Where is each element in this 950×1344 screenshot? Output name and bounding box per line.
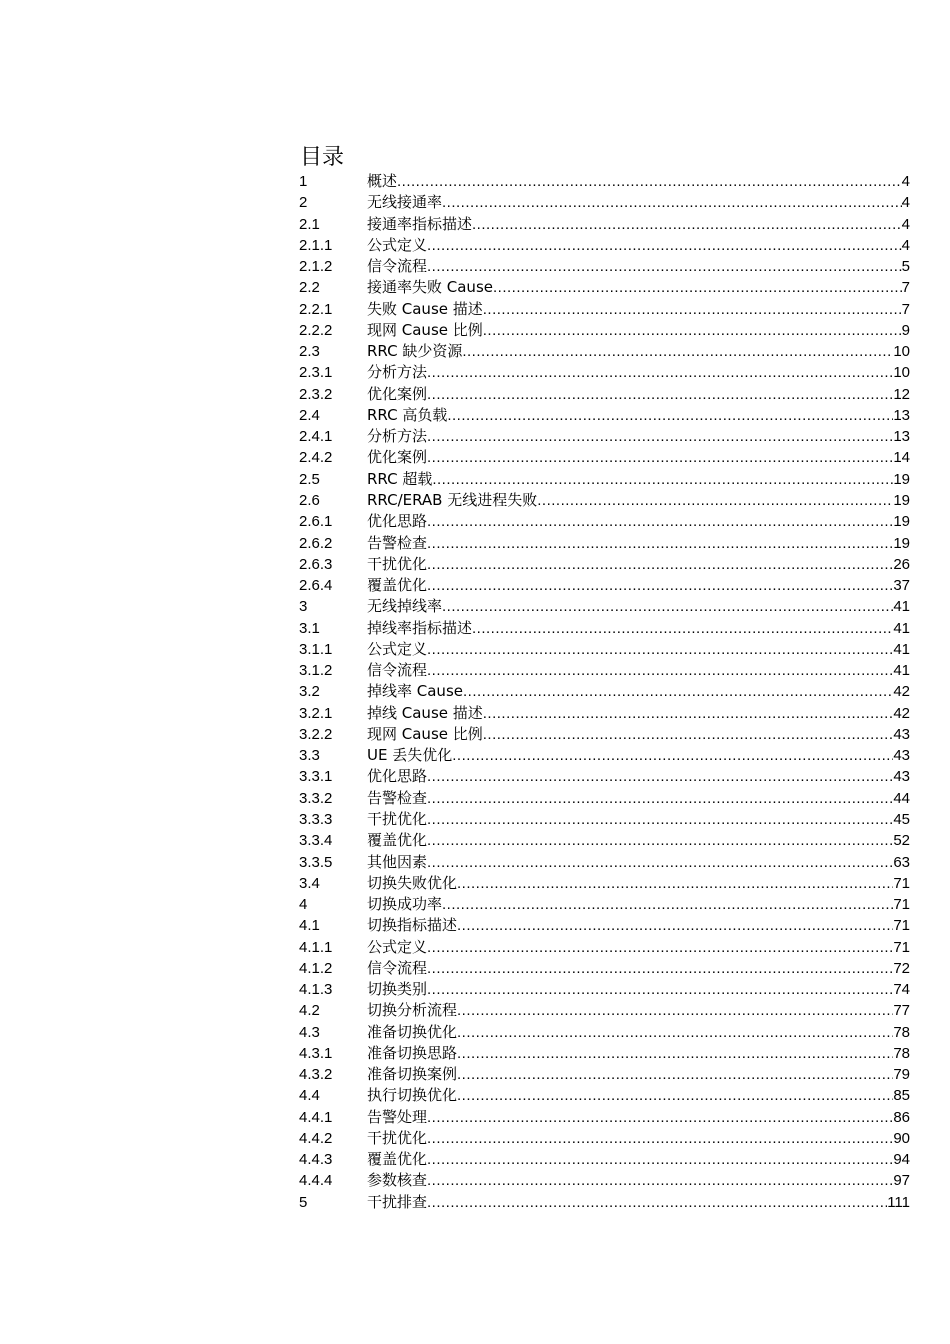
toc-entry-number: 3.3 bbox=[299, 747, 320, 765]
toc-entry-page-number: 86 bbox=[893, 1108, 910, 1126]
toc-entry-page-number: 78 bbox=[893, 1023, 910, 1041]
toc-entry[interactable] bbox=[299, 596, 910, 617]
toc-entry-number: 4.4.3 bbox=[299, 1151, 333, 1169]
toc-entry-label: 干扰优化 bbox=[367, 809, 428, 828]
toc-entry[interactable] bbox=[299, 937, 910, 958]
toc-dot-leader bbox=[427, 384, 893, 405]
toc-dot-leader bbox=[427, 788, 893, 809]
toc-entry-page-number: 44 bbox=[893, 789, 910, 807]
toc-dot-leader bbox=[483, 320, 902, 341]
toc-entry-label: 公式定义 bbox=[367, 639, 428, 658]
toc-entry-label: 公式定义 bbox=[367, 235, 428, 254]
toc-entry-number: 3.1.1 bbox=[299, 640, 333, 658]
toc-entry-page-number: 7 bbox=[901, 300, 910, 318]
toc-entry-number: 3.3.1 bbox=[299, 768, 333, 786]
toc-dot-leader bbox=[427, 256, 902, 277]
toc-entry-label: RRC 超载 bbox=[367, 469, 433, 488]
toc-entry-number: 4.1.3 bbox=[299, 981, 333, 999]
toc-entry-page-number: 10 bbox=[893, 364, 910, 382]
toc-entry-number: 3.1 bbox=[299, 619, 320, 637]
toc-dot-leader bbox=[483, 703, 894, 724]
toc-entry-page-number: 71 bbox=[893, 896, 910, 914]
toc-entry-page-number: 26 bbox=[893, 555, 910, 573]
toc-entry-page-number: 43 bbox=[893, 725, 910, 743]
toc-entry-page-number: 77 bbox=[893, 1002, 910, 1020]
toc-entry[interactable] bbox=[299, 1128, 910, 1149]
toc-entry-number: 2.5 bbox=[299, 470, 320, 488]
toc-entry[interactable] bbox=[299, 660, 910, 681]
toc-dot-leader bbox=[427, 426, 893, 447]
toc-entry-label: 覆盖优化 bbox=[367, 831, 428, 850]
toc-entry-label: 掉线 Cause 描述 bbox=[367, 703, 483, 722]
toc-entry-label: 切换指标描述 bbox=[367, 916, 458, 935]
toc-entry-page-number: 4 bbox=[901, 236, 910, 254]
toc-entry-label: 优化案例 bbox=[367, 448, 428, 467]
toc-dot-leader bbox=[457, 873, 893, 894]
toc-entry-number: 4.2 bbox=[299, 1002, 320, 1020]
toc-dot-leader bbox=[427, 639, 893, 660]
toc-dot-leader bbox=[442, 894, 893, 915]
toc-entry[interactable] bbox=[299, 447, 910, 468]
toc-entry[interactable] bbox=[299, 639, 910, 660]
toc-entry-page-number: 78 bbox=[893, 1044, 910, 1062]
toc-entry[interactable] bbox=[299, 979, 910, 1000]
toc-entry-page-number: 43 bbox=[893, 768, 910, 786]
toc-entry[interactable] bbox=[299, 192, 910, 213]
toc-dot-leader bbox=[457, 1043, 893, 1064]
toc-entry-number: 3.4 bbox=[299, 874, 320, 892]
toc-dot-leader bbox=[442, 192, 902, 213]
toc-entry-number: 2.6.4 bbox=[299, 577, 333, 595]
toc-entry-page-number: 13 bbox=[893, 406, 910, 424]
toc-entry[interactable] bbox=[299, 341, 910, 362]
toc-entry-label: 准备切换优化 bbox=[367, 1022, 458, 1041]
toc-dot-leader bbox=[483, 299, 902, 320]
toc-entry-page-number: 90 bbox=[893, 1129, 910, 1147]
toc-entry[interactable] bbox=[299, 766, 910, 787]
toc-entry-label: 现网 Cause 比例 bbox=[367, 320, 483, 339]
toc-entry[interactable] bbox=[299, 426, 910, 447]
toc-entry[interactable] bbox=[299, 618, 910, 639]
toc-entry-number: 4.4 bbox=[299, 1087, 320, 1105]
toc-entry[interactable] bbox=[299, 490, 910, 511]
toc-dot-leader bbox=[427, 575, 893, 596]
toc-entry-label: 现网 Cause 比例 bbox=[367, 724, 483, 743]
toc-entry[interactable] bbox=[299, 958, 910, 979]
toc-entry-page-number: 71 bbox=[893, 917, 910, 935]
toc-entry[interactable] bbox=[299, 384, 910, 405]
toc-entry-number: 4.3.1 bbox=[299, 1044, 333, 1062]
toc-entry-page-number: 19 bbox=[893, 534, 910, 552]
toc-entry[interactable] bbox=[299, 1107, 910, 1128]
toc-entry-page-number: 71 bbox=[893, 938, 910, 956]
toc-entry-page-number: 19 bbox=[893, 470, 910, 488]
toc-entry-label: 覆盖优化 bbox=[367, 1150, 428, 1169]
toc-entry-number: 2.2.1 bbox=[299, 300, 333, 318]
toc-entry-label: 告警检查 bbox=[367, 788, 428, 807]
toc-entry-number: 2.6.1 bbox=[299, 513, 333, 531]
toc-entry-number: 3.3.2 bbox=[299, 789, 333, 807]
toc-dot-leader bbox=[427, 766, 893, 787]
toc-entry[interactable] bbox=[299, 511, 910, 532]
toc-entry[interactable] bbox=[299, 724, 910, 745]
toc-entry-label: 信令流程 bbox=[367, 958, 428, 977]
toc-entry-number: 2.2 bbox=[299, 279, 320, 297]
toc-entry[interactable] bbox=[299, 745, 910, 766]
toc-dot-leader bbox=[457, 1022, 893, 1043]
toc-entry-page-number: 41 bbox=[893, 598, 910, 616]
toc-dot-leader bbox=[457, 915, 893, 936]
toc-entry-label: 准备切换思路 bbox=[367, 1043, 458, 1062]
toc-entry-number: 2 bbox=[299, 194, 308, 212]
toc-entry[interactable] bbox=[299, 171, 910, 192]
toc-entry[interactable] bbox=[299, 1170, 910, 1191]
toc-entry-number: 2.4 bbox=[299, 406, 320, 424]
toc-entry-page-number: 42 bbox=[893, 704, 910, 722]
toc-entry-number: 4.3.2 bbox=[299, 1066, 333, 1084]
toc-entry-page-number: 74 bbox=[893, 981, 910, 999]
toc-entry-page-number: 63 bbox=[893, 853, 910, 871]
toc-entry-number: 3 bbox=[299, 598, 308, 616]
toc-dot-leader bbox=[427, 958, 893, 979]
toc-dot-leader bbox=[537, 490, 893, 511]
toc-entry-page-number: 71 bbox=[893, 874, 910, 892]
toc-dot-leader bbox=[472, 618, 893, 639]
toc-entry-page-number: 41 bbox=[893, 662, 910, 680]
toc-entry-label: UE 丢失优化 bbox=[367, 746, 453, 765]
toc-entry-number: 4.4.2 bbox=[299, 1129, 333, 1147]
toc-entry[interactable] bbox=[299, 277, 910, 298]
toc-dot-leader bbox=[463, 681, 893, 702]
toc-entry[interactable] bbox=[299, 575, 910, 596]
toc-entry[interactable] bbox=[299, 703, 910, 724]
toc-entry-number: 2.4.1 bbox=[299, 428, 333, 446]
toc-entry[interactable] bbox=[299, 1192, 910, 1213]
toc-dot-leader bbox=[457, 1064, 893, 1085]
toc-entry-label: RRC 高负载 bbox=[367, 405, 448, 424]
toc-dot-leader bbox=[427, 1192, 887, 1213]
toc-entry[interactable] bbox=[299, 1022, 910, 1043]
toc-entry[interactable] bbox=[299, 235, 910, 256]
toc-entry-label: 切换失败优化 bbox=[367, 873, 458, 892]
toc-entry-page-number: 5 bbox=[901, 258, 910, 276]
toc-entry-label: RRC 缺少资源 bbox=[367, 342, 463, 361]
toc-dot-leader bbox=[427, 511, 893, 532]
toc-entry-number: 3.2.2 bbox=[299, 725, 333, 743]
toc-entry-label: 掉线率指标描述 bbox=[367, 618, 473, 637]
toc-entry-label: 无线掉线率 bbox=[367, 597, 443, 616]
toc-entry-page-number: 72 bbox=[893, 959, 910, 977]
toc-dot-leader bbox=[427, 830, 893, 851]
toc-entry-number: 4.3 bbox=[299, 1023, 320, 1041]
toc-entry-label: 失败 Cause 描述 bbox=[367, 299, 483, 318]
toc-dot-leader bbox=[427, 660, 893, 681]
toc-entry[interactable] bbox=[299, 1000, 910, 1021]
toc-entry-label: 优化思路 bbox=[367, 767, 428, 786]
toc-entry-page-number: 41 bbox=[893, 619, 910, 637]
toc-entry-page-number: 4 bbox=[901, 215, 910, 233]
toc-entry-number: 2.6.3 bbox=[299, 555, 333, 573]
toc-entry-label: 告警检查 bbox=[367, 533, 428, 552]
toc-entry-page-number: 7 bbox=[901, 279, 910, 297]
toc-entry-label: 切换成功率 bbox=[367, 895, 443, 914]
toc-entry-label: 参数核查 bbox=[367, 1171, 428, 1190]
toc-entry-number: 2.6.2 bbox=[299, 534, 333, 552]
toc-entry-number: 3.3.4 bbox=[299, 832, 333, 850]
toc-entry-number: 2.3.2 bbox=[299, 385, 333, 403]
toc-entry-number: 3.2 bbox=[299, 683, 320, 701]
toc-entry-label: 分析方法 bbox=[367, 363, 428, 382]
toc-dot-leader bbox=[427, 447, 893, 468]
toc-entry-number: 2.1.2 bbox=[299, 258, 333, 276]
toc-entry-page-number: 19 bbox=[893, 491, 910, 509]
toc-entry-number: 4.4.1 bbox=[299, 1108, 333, 1126]
toc-entry[interactable] bbox=[299, 681, 910, 702]
toc-dot-leader bbox=[483, 724, 894, 745]
toc-dot-leader bbox=[427, 937, 893, 958]
toc-entry-number: 2.3.1 bbox=[299, 364, 333, 382]
toc-dot-leader bbox=[472, 214, 902, 235]
toc-entry-label: 接通率指标描述 bbox=[367, 214, 473, 233]
toc-entry-number: 2.6 bbox=[299, 491, 320, 509]
toc-entry-page-number: 4 bbox=[901, 173, 910, 190]
toc-entry[interactable] bbox=[299, 299, 910, 320]
toc-entry-number: 4.1.1 bbox=[299, 938, 333, 956]
toc-entry-page-number: 43 bbox=[893, 747, 910, 765]
toc-dot-leader bbox=[427, 235, 902, 256]
toc-entry-number: 3.3.3 bbox=[299, 810, 333, 828]
toc-dot-leader bbox=[427, 809, 893, 830]
toc-entry-number: 2.3 bbox=[299, 343, 320, 361]
toc-entry[interactable] bbox=[299, 362, 910, 383]
toc-entry-label: 分析方法 bbox=[367, 427, 428, 446]
toc-entry-page-number: 41 bbox=[893, 640, 910, 658]
toc-entry-label: 信令流程 bbox=[367, 257, 428, 276]
toc-entry-page-number: 111 bbox=[887, 1193, 910, 1211]
toc-entry[interactable] bbox=[299, 788, 910, 809]
toc-dot-leader bbox=[427, 362, 893, 383]
toc-entry-label: 接通率失败 Cause bbox=[367, 278, 493, 297]
toc-dot-leader bbox=[427, 1149, 893, 1170]
toc-entry[interactable] bbox=[299, 1149, 910, 1170]
toc-list bbox=[299, 171, 910, 1213]
toc-entry-number: 2.4.2 bbox=[299, 449, 333, 467]
toc-entry[interactable] bbox=[299, 214, 910, 235]
toc-entry-number: 5 bbox=[299, 1193, 308, 1211]
toc-dot-leader bbox=[447, 405, 893, 426]
toc-entry-label: 准备切换案例 bbox=[367, 1065, 458, 1084]
toc-entry[interactable] bbox=[299, 1085, 910, 1106]
toc-entry-page-number: 10 bbox=[893, 343, 910, 361]
toc-dot-leader bbox=[493, 277, 902, 298]
toc-entry[interactable] bbox=[299, 1043, 910, 1064]
toc-dot-leader bbox=[427, 1170, 893, 1191]
toc-entry-page-number: 19 bbox=[893, 513, 910, 531]
toc-entry-label: 切换分析流程 bbox=[367, 1001, 458, 1020]
toc-dot-leader bbox=[462, 341, 893, 362]
toc-entry-label: 告警处理 bbox=[367, 1107, 428, 1126]
toc-entry-number: 4.1 bbox=[299, 917, 320, 935]
toc-entry-label: 优化思路 bbox=[367, 512, 428, 531]
toc-dot-leader bbox=[452, 745, 893, 766]
toc-entry[interactable] bbox=[299, 830, 910, 851]
toc-dot-leader bbox=[457, 1085, 893, 1106]
toc-entry-page-number: 13 bbox=[893, 428, 910, 446]
toc-dot-leader bbox=[457, 1000, 893, 1021]
toc-title: 目录 bbox=[300, 145, 345, 170]
toc-entry[interactable] bbox=[299, 852, 910, 873]
toc-entry-page-number: 37 bbox=[893, 577, 910, 595]
toc-entry-page-number: 42 bbox=[893, 683, 910, 701]
toc-entry-number: 2.1.1 bbox=[299, 236, 333, 254]
toc-entry-label: 无线接通率 bbox=[367, 193, 443, 212]
toc-entry[interactable] bbox=[299, 809, 910, 830]
toc-dot-leader bbox=[427, 554, 893, 575]
toc-entry-page-number: 45 bbox=[893, 810, 910, 828]
toc-dot-leader bbox=[427, 852, 893, 873]
toc-entry-page-number: 12 bbox=[893, 385, 910, 403]
toc-dot-leader bbox=[442, 596, 893, 617]
toc-entry-page-number: 4 bbox=[901, 194, 910, 212]
toc-entry-number: 3.3.5 bbox=[299, 853, 333, 871]
toc-entry-page-number: 14 bbox=[893, 449, 910, 467]
toc-entry-number: 1 bbox=[299, 173, 308, 190]
toc-entry-page-number: 85 bbox=[893, 1087, 910, 1105]
toc-entry[interactable] bbox=[299, 256, 910, 277]
toc-entry-number: 3.2.1 bbox=[299, 704, 333, 722]
toc-entry-label: 公式定义 bbox=[367, 937, 428, 956]
toc-entry-number: 4 bbox=[299, 896, 308, 914]
toc-entry[interactable] bbox=[299, 320, 910, 341]
toc-entry[interactable] bbox=[299, 405, 910, 426]
toc-entry-number: 2.2.2 bbox=[299, 321, 333, 339]
toc-entry-label: 干扰优化 bbox=[367, 554, 428, 573]
toc-entry-label: 干扰优化 bbox=[367, 1128, 428, 1147]
toc-entry-label: 切换类别 bbox=[367, 980, 428, 999]
toc-entry[interactable] bbox=[299, 894, 910, 915]
toc-entry[interactable] bbox=[299, 873, 910, 894]
toc-entry-label: 信令流程 bbox=[367, 661, 428, 680]
toc-entry[interactable] bbox=[299, 469, 910, 490]
toc-dot-leader bbox=[427, 1128, 893, 1149]
toc-entry-page-number: 52 bbox=[893, 832, 910, 850]
toc-dot-leader bbox=[427, 1107, 893, 1128]
toc-entry[interactable] bbox=[299, 533, 910, 554]
toc-entry-page-number: 97 bbox=[893, 1172, 910, 1190]
toc-entry-number: 4.1.2 bbox=[299, 959, 333, 977]
toc-entry[interactable] bbox=[299, 915, 910, 936]
toc-entry-label: 掉线率 Cause bbox=[367, 682, 463, 701]
toc-entry-label: 覆盖优化 bbox=[367, 576, 428, 595]
toc-dot-leader bbox=[427, 979, 893, 1000]
toc-entry-page-number: 94 bbox=[893, 1151, 910, 1169]
toc-entry-number: 4.4.4 bbox=[299, 1172, 333, 1190]
toc-entry-label: 其他因素 bbox=[367, 852, 428, 871]
toc-dot-leader bbox=[397, 171, 902, 192]
toc-dot-leader bbox=[427, 533, 893, 554]
toc-entry-page-number: 9 bbox=[901, 321, 910, 339]
toc-entry[interactable] bbox=[299, 554, 910, 575]
toc-entry-label: RRC/ERAB 无线进程失败 bbox=[367, 490, 538, 509]
toc-entry-label: 执行切换优化 bbox=[367, 1086, 458, 1105]
toc-entry-label: 优化案例 bbox=[367, 384, 428, 403]
toc-entry-number: 3.1.2 bbox=[299, 662, 333, 680]
toc-entry-label: 概述 bbox=[367, 172, 398, 190]
toc-entry[interactable] bbox=[299, 1064, 910, 1085]
toc-dot-leader bbox=[432, 469, 893, 490]
toc-entry-page-number: 79 bbox=[893, 1066, 910, 1084]
toc-entry-number: 2.1 bbox=[299, 215, 320, 233]
toc-entry-label: 干扰排查 bbox=[367, 1192, 428, 1211]
